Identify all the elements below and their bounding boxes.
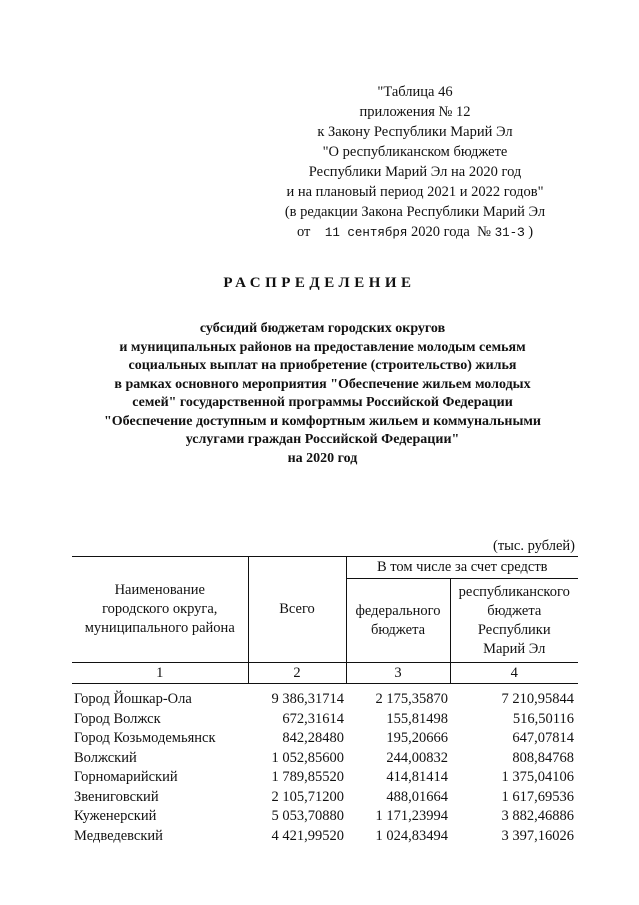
col-header-name-line: городского округа,: [102, 601, 218, 617]
header-line: к Закону Республики Марий Эл: [317, 124, 513, 140]
cell-republic: 7 210,95844: [501, 691, 574, 707]
header-line-date: [250, 222, 580, 243]
cell-name: Волжский: [74, 749, 137, 766]
cell-total: 842,28480: [282, 730, 344, 746]
header-line: приложения № 12: [359, 104, 471, 120]
cell-total: 2 105,71200: [271, 788, 344, 805]
subtitle-line: услугами граждан Российской Федерации": [185, 432, 460, 447]
document-title: РАСПРЕДЕЛЕНИЕ: [223, 275, 416, 291]
cell-federal: 244,00832: [386, 749, 448, 766]
cell-republic: 1 617,69536: [501, 788, 574, 805]
table-row: [72, 807, 578, 827]
col-header-federal-line: бюджета: [370, 621, 426, 638]
units-label: (тыс. рублей): [493, 538, 575, 554]
year-text: 2020 года: [410, 224, 470, 240]
number-prefix: №: [477, 224, 491, 240]
table-row: [72, 710, 578, 730]
date-stamp: 11 сентября: [324, 226, 408, 240]
header-line: "Таблица 46: [377, 84, 453, 100]
cell-name: Город Волжск: [74, 710, 161, 727]
header-line: Республики Марий Эл на 2020 год: [308, 164, 522, 180]
cell-name: Звениговский: [74, 788, 159, 805]
cell-republic: 1 375,04106: [501, 769, 574, 785]
subtitle-line: социальных выплат на приобретение (строительство) жилья: [128, 358, 517, 373]
header-line: и на плановый период 2021 и 2022 годов": [286, 184, 544, 200]
col-header-republic: [450, 579, 578, 663]
col-header-name: [72, 557, 248, 663]
cell-name: Город Йошкар-Ола: [74, 691, 192, 707]
col-header-name-line: Наименование: [114, 582, 205, 598]
cell-republic: 647,07814: [512, 730, 574, 746]
cell-federal: 488,01664: [386, 788, 448, 805]
subtitle-line: семей" государственной программы Российской Федерации: [132, 395, 513, 410]
table-row: [72, 684, 578, 710]
cell-total: 9 386,31714: [271, 691, 344, 707]
col-number: 4: [450, 663, 578, 684]
cell-federal: 1 171,23994: [375, 808, 448, 824]
col-header-republic-line: республиканского: [458, 583, 570, 600]
cell-name: Куженерский: [74, 808, 157, 824]
table-row: [72, 729, 578, 749]
header-line: "О республиканском бюджете: [322, 144, 508, 160]
cell-federal: 195,20666: [386, 730, 448, 746]
cell-total: 4 421,99520: [271, 827, 344, 844]
document-header: [250, 82, 580, 243]
cell-republic: 808,84768: [512, 749, 574, 766]
col-header-federal: [346, 579, 450, 663]
col-number: 1: [72, 663, 248, 684]
col-number: 2: [248, 663, 346, 684]
cell-total: 1 052,85600: [271, 749, 344, 766]
cell-federal: 155,81498: [386, 710, 448, 727]
table-row: [72, 827, 578, 847]
subtitle-line: на 2020 год: [287, 450, 358, 466]
cell-federal: 414,81414: [386, 769, 448, 785]
cell-name: Горномарийский: [74, 769, 178, 785]
cell-republic: 3 397,16026: [501, 827, 574, 844]
col-header-republic-line: бюджета: [487, 602, 542, 619]
cell-republic: 3 882,46886: [501, 808, 574, 824]
subtitle-line: субсидий бюджетам городских округов: [199, 321, 446, 336]
header-line: (в редакции Закона Республики Марий Эл: [284, 204, 546, 220]
col-header-name-line: муниципального района: [84, 620, 235, 636]
closing-paren: ): [528, 224, 534, 240]
col-number: 3: [346, 663, 450, 684]
table-row: [72, 788, 578, 808]
cell-name: Город Козьмодемьянск: [74, 730, 216, 746]
cell-name: Медведевский: [74, 827, 163, 844]
date-prefix: от: [296, 224, 311, 240]
col-header-republic-line: Республики: [477, 621, 551, 638]
table-row: [72, 749, 578, 769]
group-header: В том числе за счет средств: [346, 557, 578, 579]
cell-total: 672,31614: [282, 710, 344, 727]
col-header-total: Всего: [248, 557, 346, 663]
col-header-republic-line: Марий Эл: [483, 640, 546, 657]
cell-total: 5 053,70880: [271, 808, 344, 824]
document-subtitle: [80, 320, 565, 468]
col-header-federal-line: федерального: [355, 602, 441, 619]
table-row: [72, 768, 578, 788]
number-stamp: 31-З: [494, 226, 525, 240]
subtitle-line: в рамках основного мероприятия "Обеспечение жильем молодых: [114, 376, 531, 392]
cell-federal: 2 175,35870: [375, 691, 448, 707]
subsidy-table: [72, 556, 578, 846]
cell-republic: 516,50116: [512, 710, 574, 727]
subtitle-line: "Обеспечение доступным и комфортным жильем и коммунальными: [104, 413, 541, 429]
cell-total: 1 789,85520: [271, 769, 344, 785]
cell-federal: 1 024,83494: [375, 827, 448, 844]
subtitle-line: и муниципальных районов на предоставление молодым семьям: [119, 339, 526, 355]
